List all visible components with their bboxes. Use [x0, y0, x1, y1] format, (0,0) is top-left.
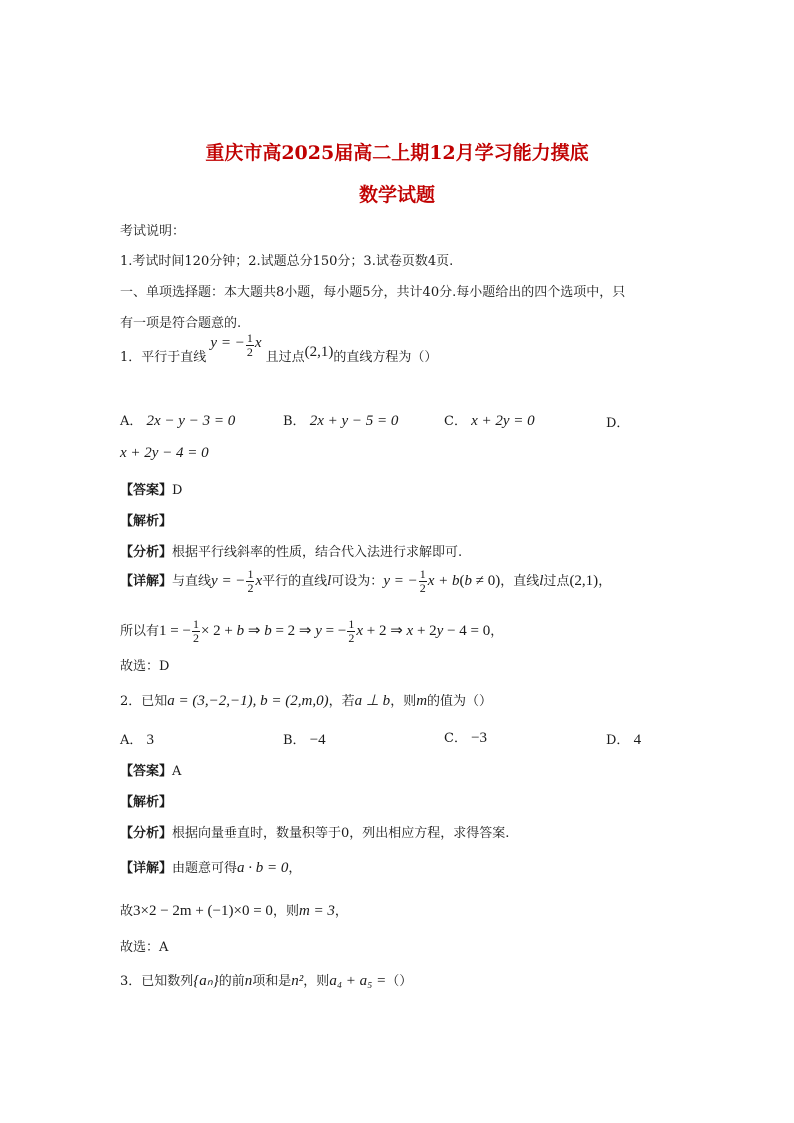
instructions-line: 1.考试时间120分钟；2.试题总分150分；3.试卷页数4页. — [120, 254, 454, 269]
q1-answer — [120, 479, 182, 498]
calc-mid: ，则 — [272, 904, 299, 919]
fenxi-text: 根据平行线斜率的性质，结合代入法进行求解即可. — [172, 545, 463, 560]
answer-tag: 【答案】 — [120, 764, 173, 779]
q1-fraction: $\frac{1}{2}$ — [246, 331, 253, 359]
detail-var: l — [327, 573, 332, 589]
answer-value: A — [172, 764, 182, 779]
q2-prefix: 2．已知 — [120, 694, 168, 709]
option-label: C． — [444, 731, 467, 746]
q1-option-b[interactable] — [283, 410, 398, 430]
q1-detail: 【详解】与直线y = − $\frac{1}{2}$ x平行的直线l可设为：y = − $\frac{1}{2}$ x + b(b ≠ 0)，直线l过点(2,1)， — [120, 567, 612, 595]
section-heading-line2: 有一项是符合题意的. — [120, 316, 242, 331]
q2-option-b[interactable] — [283, 729, 326, 749]
q1-option-d-text — [120, 445, 209, 462]
detail-text: ，直线 — [500, 574, 540, 589]
detail-eq: a · b = 0 — [237, 860, 289, 876]
option-text: 2x − y − 3 = 0 — [146, 413, 236, 429]
calc-end: ， — [334, 904, 348, 919]
page-subtitle: 数学试题 — [358, 184, 435, 206]
solve-prefix: 所以有 — [120, 624, 160, 639]
q2-answer — [120, 760, 181, 779]
q2-detail — [120, 857, 301, 877]
calc-prefix: 故 — [120, 904, 134, 919]
q1-conclusion: 故选：D — [120, 659, 170, 674]
fenxi-text: 根据向量垂直时，数量积等于0，列出相应方程，求得答案. — [172, 826, 510, 841]
option-label: C． — [444, 414, 467, 429]
q3-sum: n² — [291, 973, 304, 989]
question-3-stem — [120, 970, 412, 990]
detail-text: 与直线 — [172, 574, 212, 589]
option-text: 4 — [633, 732, 642, 748]
q3-expr: a₄ + a₅ = — [329, 973, 387, 989]
q2-calc — [120, 900, 348, 920]
option-label: B． — [283, 733, 306, 748]
q1-suffix: 的直线方程为（） — [333, 350, 438, 365]
q1-prefix: 1．平行于直线 — [120, 350, 207, 365]
detail-text: ， — [598, 574, 612, 589]
option-label: B． — [283, 414, 306, 429]
page-title: 重庆市高2025届高二上期12月学习能力摸底 — [205, 142, 589, 164]
answer-tag: 【答案】 — [120, 483, 173, 498]
detail-text: 可设为： — [331, 574, 384, 589]
question-1-stem — [120, 331, 438, 371]
detail-text: 过点 — [543, 574, 570, 589]
q3-sequence: {aₙ} — [193, 973, 219, 989]
option-text: 3 — [146, 732, 155, 748]
option-text: −4 — [309, 732, 326, 748]
q3-mid2: 项和是 — [252, 974, 292, 989]
q1-line-eq-lhs: y = − — [210, 335, 245, 351]
detail-tag: 【详解】 — [120, 861, 173, 876]
q1-line-eq-var: x — [254, 335, 262, 351]
detail-text: ， — [288, 861, 302, 876]
option-text: 2x + y − 5 = 0 — [309, 413, 399, 429]
q1-mid: 且过点 — [265, 350, 305, 365]
q2-suffix2: 的值为（） — [427, 694, 493, 709]
option-label: D． — [606, 416, 630, 431]
q2-conclusion: 故选：A — [120, 940, 169, 955]
fenxi-tag: 【分析】 — [120, 826, 173, 841]
detail-text: 平行的直线 — [262, 574, 328, 589]
option-label: D． — [606, 733, 630, 748]
q1-fenxi — [120, 541, 462, 560]
option-text: x + 2y = 0 — [471, 413, 535, 429]
q2-suffix: ，则 — [390, 694, 417, 709]
q3-prefix: 3．已知数列 — [120, 974, 194, 989]
q1-option-c[interactable] — [444, 410, 535, 430]
q1-analysis-tag: 【解析】 — [120, 514, 173, 529]
solve-end: ， — [490, 624, 504, 639]
answer-value: D — [172, 483, 183, 498]
option-label: A． — [120, 733, 143, 748]
q2-mid: ，若 — [328, 694, 355, 709]
detail-text: 由题意可得 — [172, 861, 238, 876]
q3-end: （） — [386, 974, 413, 989]
q2-option-d[interactable] — [606, 729, 641, 749]
q1-option-d[interactable] — [606, 412, 629, 431]
q2-option-a[interactable] — [120, 729, 154, 749]
q2-option-c[interactable] — [444, 727, 487, 747]
detail-point: (2,1) — [569, 573, 599, 589]
option-text: −3 — [471, 730, 488, 746]
option-text: x + 2y − 4 = 0 — [120, 445, 209, 461]
fenxi-tag: 【分析】 — [120, 545, 173, 560]
q2-var: m — [416, 693, 428, 709]
q3-n: n — [244, 973, 253, 989]
q1-solve: 所以有1 = − $\frac{1}{2}$ × 2 + b ⇒ b = 2 ⇒ y = − $\frac{1}{2}$ x + 2 ⇒ x + 2y − 4 = 0， — [120, 617, 504, 645]
instructions-heading: 考试说明： — [120, 224, 186, 239]
option-label: A． — [120, 414, 143, 429]
detail-tag: 【详解】 — [120, 574, 173, 589]
q2-vectors: a = (3,−2,−1), b = (2,m,0) — [167, 693, 329, 709]
question-2-stem — [120, 690, 492, 710]
q2-condition: a ⊥ b — [354, 693, 391, 709]
q3-mid: 的前 — [218, 974, 245, 989]
calc-eq: 3×2 − 2m + (−1)×0 = 0 — [133, 903, 273, 919]
section-heading-line1: 一、单项选择题：本大题共8小题，每小题5分，共计40分.每小题给出的四个选项中，只 — [120, 285, 626, 300]
q1-point: (2,1) — [304, 344, 334, 360]
q3-suffix: ，则 — [303, 974, 330, 989]
q2-fenxi — [120, 822, 509, 841]
q2-analysis-tag: 【解析】 — [120, 795, 173, 810]
calc-result: m = 3 — [298, 903, 335, 919]
q1-option-a[interactable] — [120, 410, 235, 430]
